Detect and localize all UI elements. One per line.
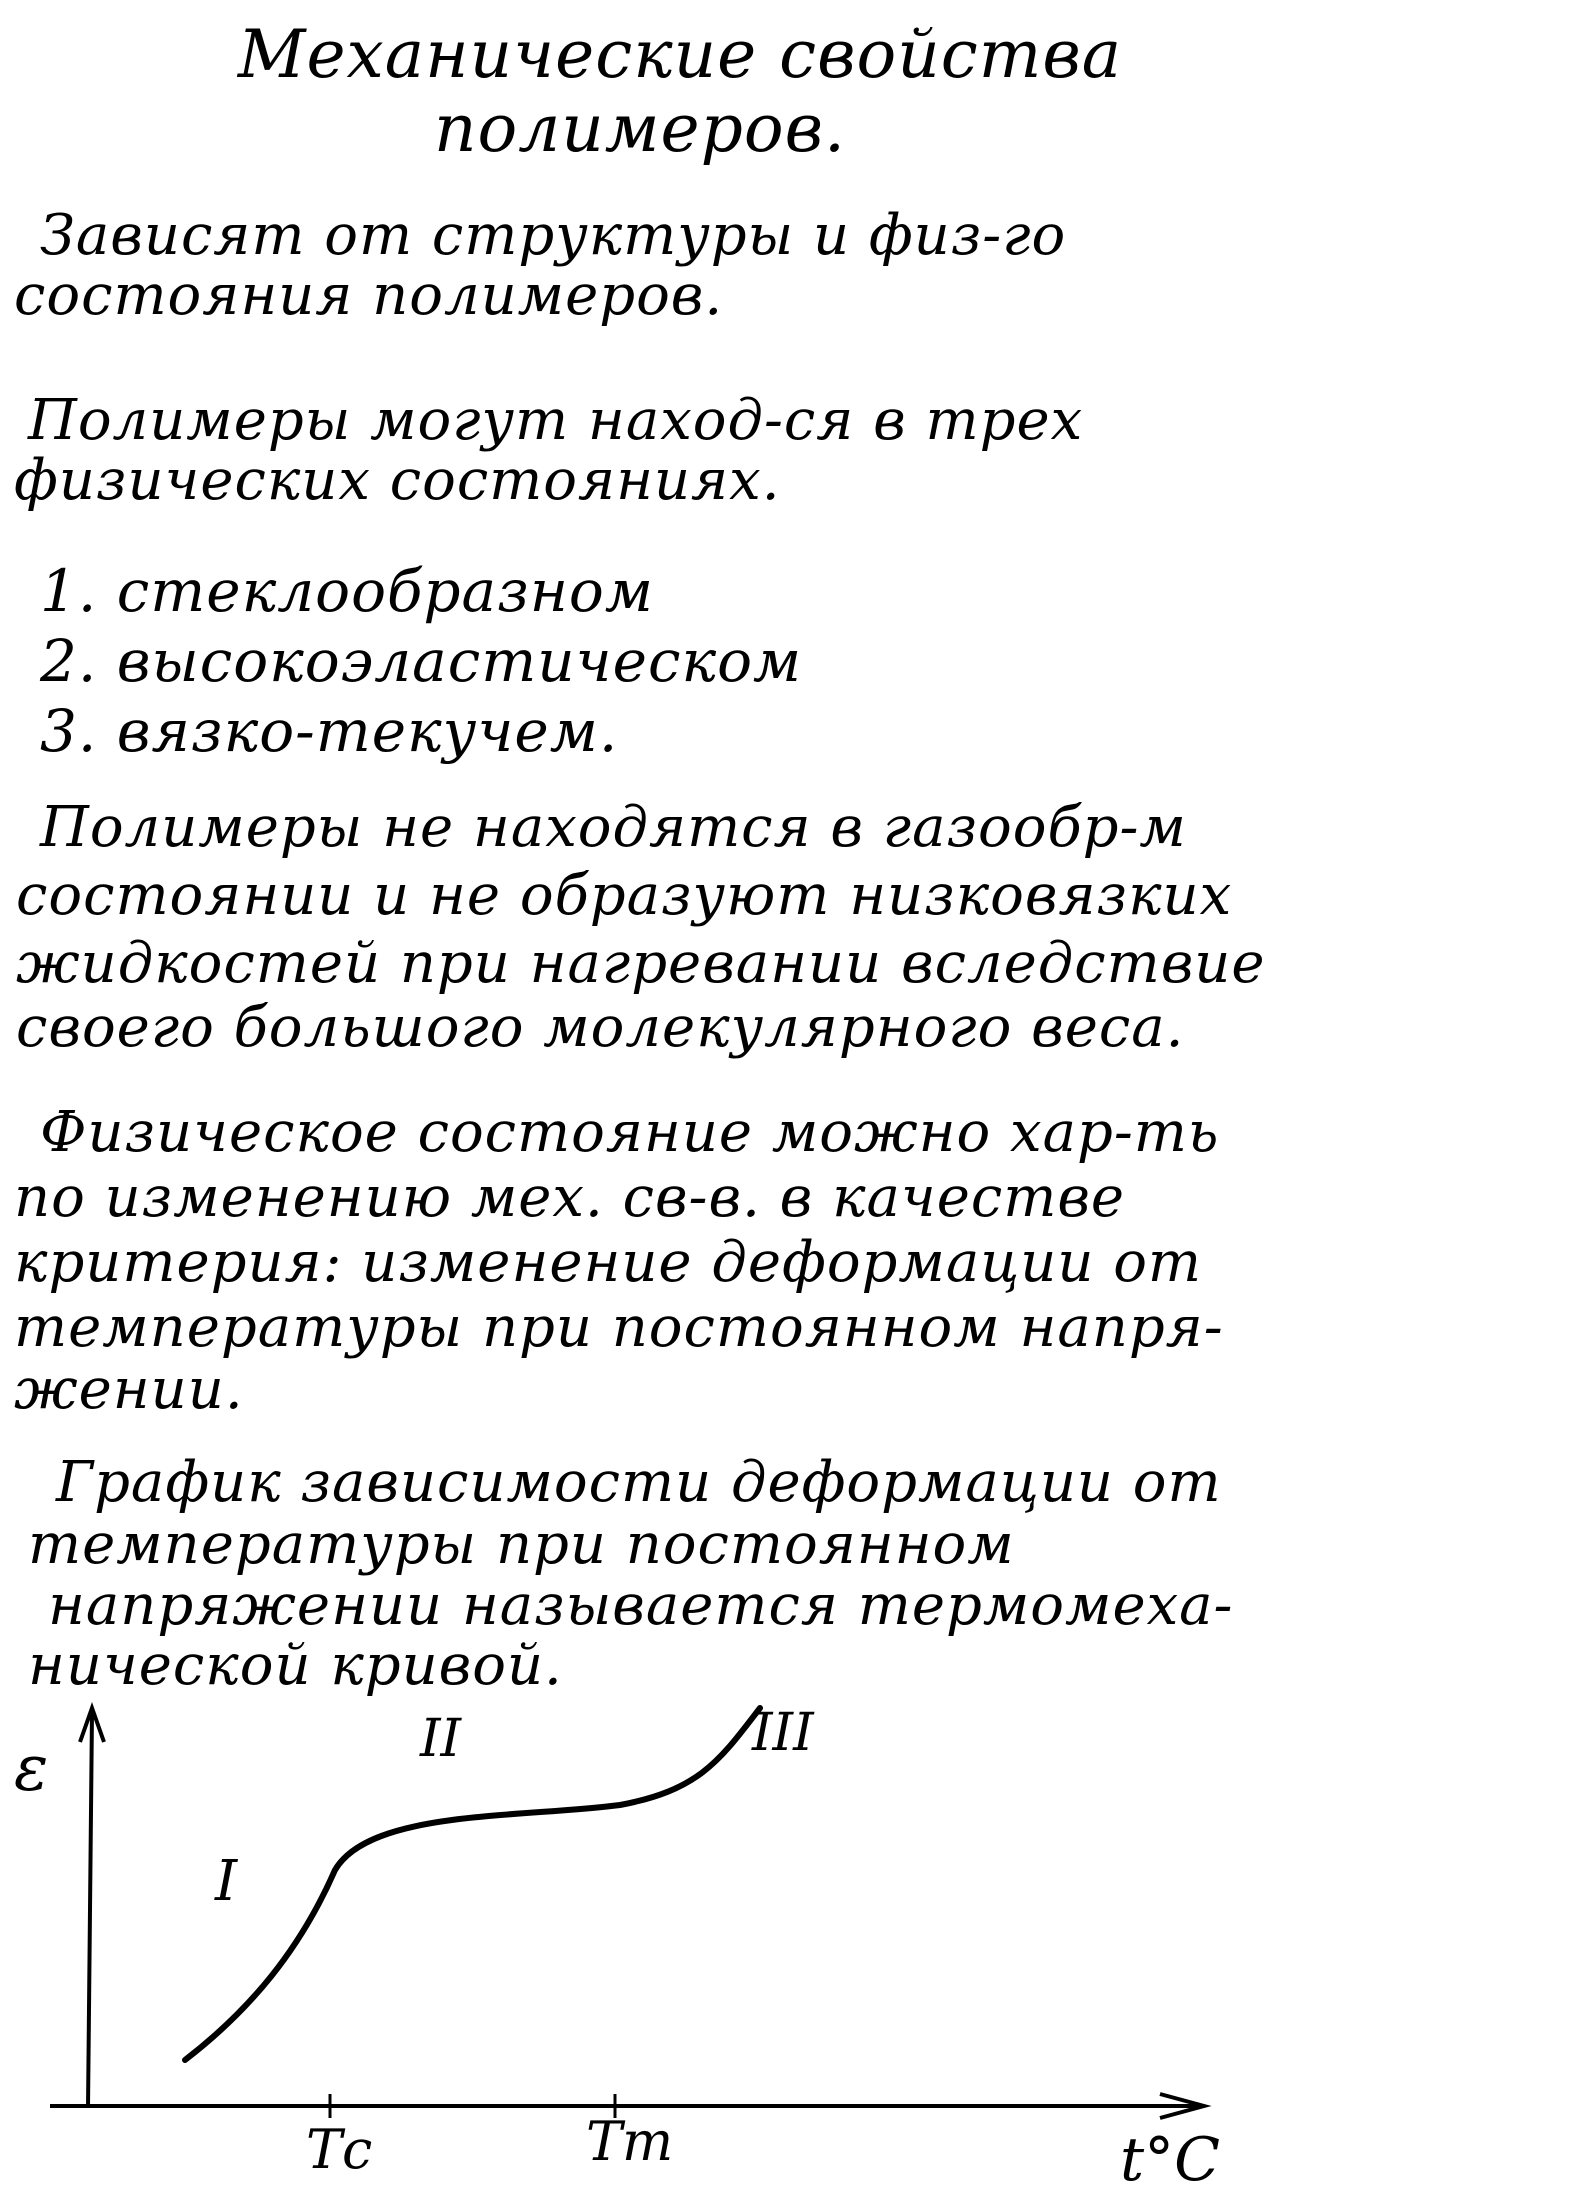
states-list-item: 3. вязко-текучем. bbox=[40, 697, 619, 765]
paragraph-4-line: температуры при постоянном напря- bbox=[14, 1295, 1224, 1360]
paragraph-2-line: Полимеры могут наход-ся в трех bbox=[28, 388, 1084, 453]
paragraph-3-line: жидкостей при нагревании вследствие bbox=[16, 931, 1266, 996]
states-list-item: 2. высокоэластическом bbox=[40, 627, 803, 695]
tick-label-tc: Tс bbox=[306, 2118, 373, 2181]
paragraph-4-line: критерия: изменение деформации от bbox=[14, 1230, 1203, 1295]
paragraph-3-line: своего большого молекулярного веса. bbox=[16, 995, 1185, 1060]
states-list-item: 1. стеклообразном bbox=[40, 557, 654, 625]
paragraph-4-line: Физическое состояние можно хар-ть bbox=[40, 1100, 1220, 1165]
deformation-curve bbox=[185, 1708, 760, 2060]
region-label-2: II bbox=[420, 1709, 462, 1769]
paragraph-2-line: физических состояниях. bbox=[14, 448, 781, 513]
paragraph-3-line: Полимеры не находятся в газообр-м bbox=[40, 795, 1187, 860]
paragraph-1-line: Зависят от структуры и физ-го bbox=[40, 203, 1067, 268]
paragraph-5-line: нической кривой. bbox=[28, 1633, 563, 1698]
region-label-1: I bbox=[215, 1849, 238, 1914]
paragraph-3-line: состоянии и не образуют низковязких bbox=[16, 863, 1233, 928]
paragraph-4-line: жении. bbox=[14, 1357, 244, 1422]
thermomechanical-curve-graph bbox=[0, 1690, 1584, 2188]
page-title-line-1: Механические свойства bbox=[237, 16, 1123, 93]
paragraph-1-line: состояния полимеров. bbox=[14, 263, 724, 328]
paragraph-5-line: напряжении называется термомеха- bbox=[48, 1573, 1234, 1638]
y-axis-label: ε bbox=[14, 1732, 49, 1806]
tick-label-tt: Tт bbox=[586, 2110, 674, 2173]
page-title-line-2: полимеров. bbox=[434, 90, 846, 167]
paragraph-4-line: по изменению мех. св-в. в качестве bbox=[14, 1165, 1126, 1230]
region-label-3: III bbox=[752, 1703, 814, 1763]
paragraph-5-line: График зависимости деформации от bbox=[56, 1450, 1222, 1515]
paragraph-5-line: температуры при постоянном bbox=[28, 1512, 1015, 1577]
x-axis-label: t°C bbox=[1120, 2125, 1221, 2188]
y-axis bbox=[88, 1712, 92, 2108]
